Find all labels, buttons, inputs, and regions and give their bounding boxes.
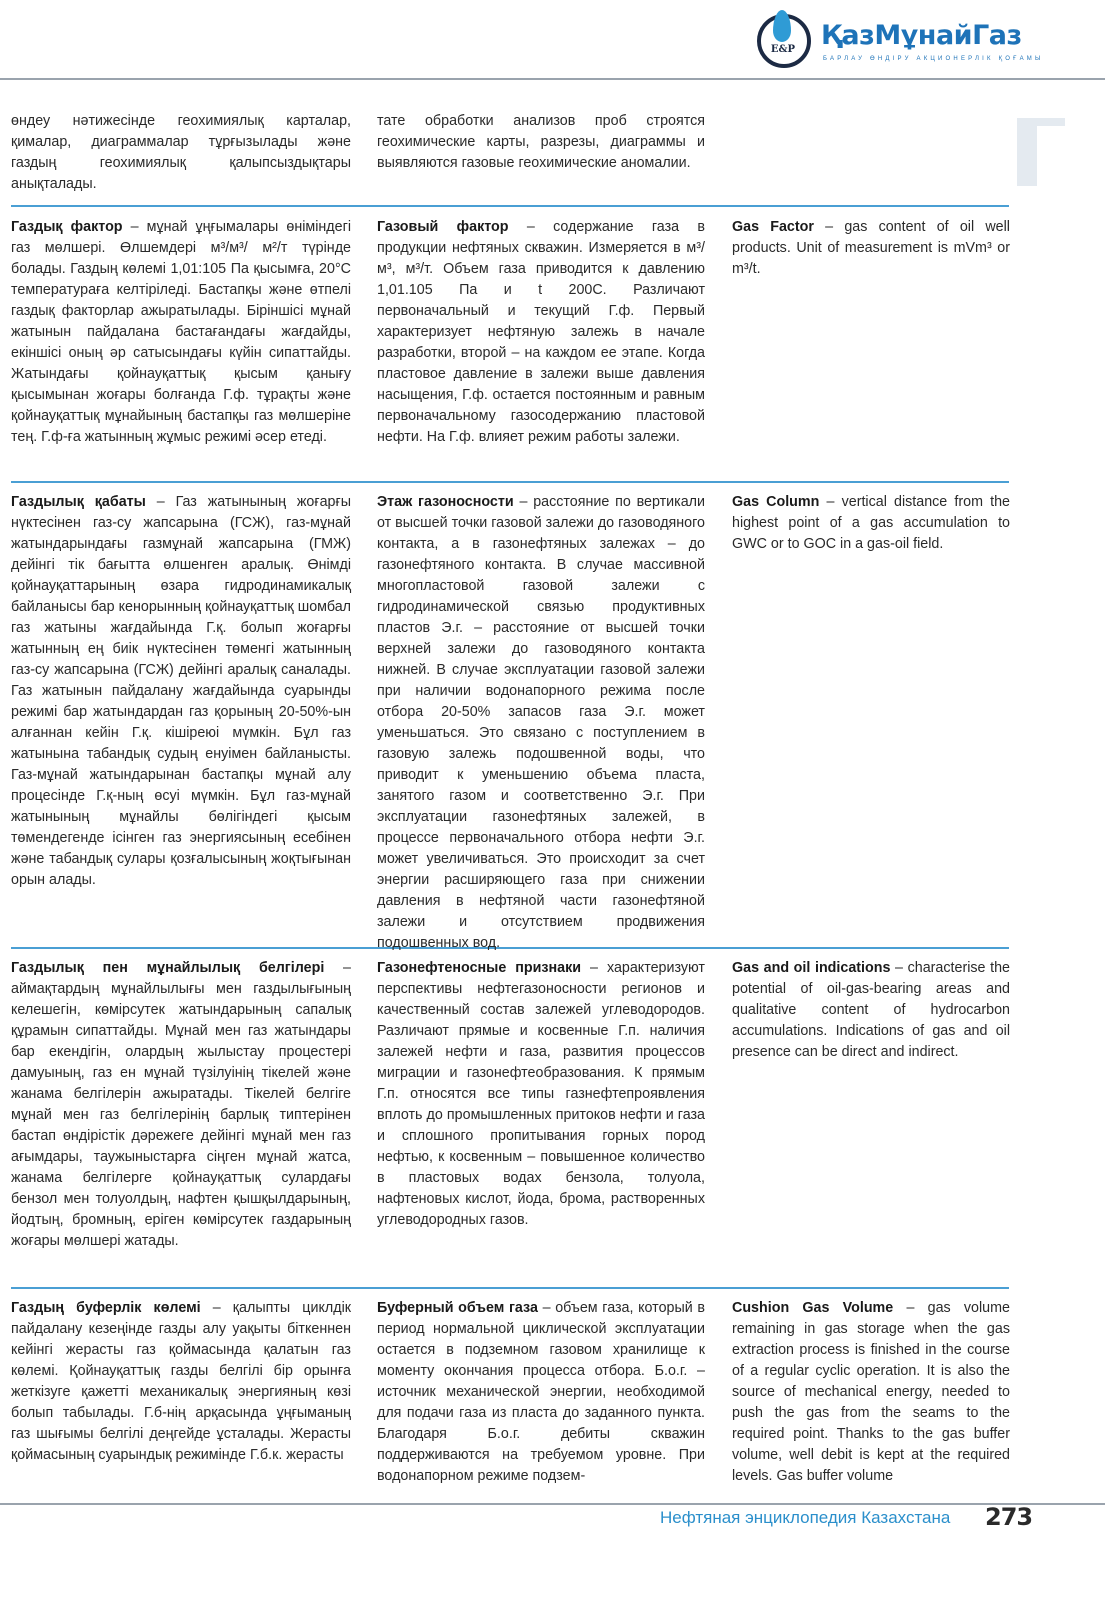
entry-term: Газдылық қабаты xyxy=(11,494,146,510)
intro-ru: тате обработки анализов проб строятся геохимические карты, разрезы, диаграммы и выявляются газовые геохимические аномалии. xyxy=(377,113,705,171)
entry-term: Газдық фактор xyxy=(11,219,123,235)
entry-definition: – Газ жатынының жоғарғы нүктесiнен газ-су жапсарына (ГСЖ), газ-мұнай жатындарындағы газмұнай жапсарына (ГМЖ) дейiнгi тiк бағытта өлшенген аралық. Өнiмдi қойнауқаттарының өзара гидродинамикалық байланысы бар кенорынның қойнауқаттық шомбал газ жатыны жағдайында Г.қ. болып жоғарғы жатынның ең биiк нүктесiнен төменгi жатынның газ-су жапсарына (ГСЖ) дейiнгi аралық саналады. Газ жатынын пайдалану жағдайында суарынды режимi бар жатындардан газ қорының 20-50%-ын алғаннан кейiн Г.қ. кiшiреюi мүмкiн. Бұл газ жатынына табандық судың енуiмен байланысты. Газ-мұнай жатындарынан бастапқы мұнай алу процесiнде Г.қ-ның өсуi мүмкiн. Бұл газ-мұнай жатынының мұнайлы бөлiгiндегi қысым төмендегенде iсiнген газ энергиясының есебiнен және табандық сулары қозғалысының жоқтығынан орын алады. xyxy=(11,494,351,888)
entry-definition: – қалыпты циклдiк пайдалану кезеңiнде газды алу уақыты бiткеннен кейiнгi жерасты газ қоймасында қалатын газ көлемi. Қойнауқаттық газды белгiлi бiр орынға жеткiзуге қажеттi механикалық энергияның көзi болып табылады. Г.б-нiң арқасында ұңғыманың газ шығымы белгiлi деңгейде ұсталады. Жерасты қоймасының суарындық режимiнде Г.б.к. жерасты xyxy=(11,1300,351,1463)
entry-term: Буферный объем газа xyxy=(377,1300,538,1316)
page-number: 273 xyxy=(985,1503,1033,1531)
entry-term: Cushion Gas Volume xyxy=(732,1300,894,1316)
header-divider xyxy=(0,78,1105,80)
entry-ru xyxy=(377,958,705,1231)
logo-badge: E&P xyxy=(770,44,796,55)
entry-term: Gas Column xyxy=(732,494,820,510)
entry-definition: – gas volume remaining in gas storage when the gas extraction process is finished in the course of a regular cyclic operation. It is also the source of mechanical energy, needed to push the gas from the seams to the required point. Thanks to the gas buffer volume, well debit is kept at the required levels. Gas buffer volume xyxy=(732,1300,1010,1484)
entry-term: Газдың буферлiк көлемi xyxy=(11,1300,201,1316)
entry-term: Газовый фактор xyxy=(377,219,509,235)
entry-term: Этаж газоносности xyxy=(377,494,514,510)
entry-kk xyxy=(11,958,351,1252)
entry-definition: – аймақтардың мұнайлылығы мен газдылығының келешегiн, көмiрсутек жатындарының сапалық құрамын сипаттайды. Мұнай мен газ жатындары бар екендiгiн, олардың жылыстау процестерi дамуының, газ ен мұнай түзiлуiнiң тiкелей және жанама белгiлерiн ажыратады. Тiкелей белгiге мұнай мен газ белгiлерiнiң барлық типтерiнен бастап өндiрiстiк дәрежеге дейiнгi мұнай мен газ ағымдары, таужыныстарға сiңген мұнай жатса, жанама белгiлерге қойнауқаттық сулардағы бензол мен толуолдың, нафтен қышқылдарының, йодтың, бромның, ерiген көмiрсутек газдарының жоғары мөлшерi жатады. xyxy=(11,960,351,1249)
entry-definition: – расстояние по вертикали от высшей точки газовой залежи до газоводяного контакта, а в газонефтяных залежах – до газонефтяного контакта. В случае массивной многопластовой газовой залежи с гидродинамической связью продуктивных пластов Э.г. – расстояние от высшей точки верхней залежи до газоводяного контакта нижней. В случае эксплуатации газовой залежи при наличии водонапорного режима после отбора 20-50% запасов газа Э.г. может уменьшаться. Это связано с поступлением в газовую залежь подошвенной воды, что приводит к уменьшению объема пласта, занятого газом и соответственно Э.г. При эксплуатации газонефтяных залежей, в процессе первоначального отбора нефти Э.г. может увеличиваться. Это происходит за счет энергии расширяющего газа при снижении давления в нефтяной части газонефтяной залежи и отсутствием продвижения подошвенных вод. xyxy=(377,494,705,951)
footer-title: Нефтяная энциклопедия Казахстана xyxy=(660,1508,951,1527)
entry-en xyxy=(732,958,1010,1063)
entry-term: Газдылық пен мұнайлылық белгiлерi xyxy=(11,960,325,976)
entry-definition: – gas content of oil well products. Unit of measurement is mVm³ or m³/t. xyxy=(732,219,1010,277)
entry-kk xyxy=(11,1298,351,1466)
entry-term: Gas and oil indications xyxy=(732,960,891,976)
letter-index-tab xyxy=(1017,118,1037,186)
logo-name: ҚазМұнайГаз xyxy=(821,20,1022,51)
entry-term: Газонефтеносные признаки xyxy=(377,960,582,976)
entry-term: Gas Factor xyxy=(732,219,814,235)
entry-en xyxy=(732,217,1010,280)
entry-definition: – характеризуют перспективы нефтегазоносности регионов и качественный состав залежей углеводородов. Различают прямые и косвенные Г.п. наличия залежей нефти и газа, развития процессов миграции и газонефтеобразования. К прямым Г.п. относятся все типы газнефтепроявления вплоть до промышленных притоков нефти и газа и сплошного пропитывания горных пород нефтью, к косвенным – повышенное количество в пластовых водах бензола, толуола, нафтеновых кислот, йода, брома, растворенных углеводородных газов. xyxy=(377,960,705,1228)
entry-definition: – объем газа, который в период нормальной циклической эксплуатации остается в подземном газовом хранилище к моменту окончания процесса отбора. Б.о.г. – источник механической энергии, необходимой для подачи газа из пласта до заданного пункта. Благодаря Б.о.г. дебиты скважин поддерживаются на требуемом уровне. При водонапорном режиме подзем- xyxy=(377,1300,706,1484)
entry-kk xyxy=(11,492,351,891)
entry-definition: – vertical distance from the highest point of a gas accumulation to GWC or to GOC in a gas-oil field. xyxy=(732,494,1010,552)
entry-divider xyxy=(11,481,1009,483)
entry-definition: – содержание газа в продукции нефтяных скважин. Измеряется в м³/м³, м³/т. Объем газа приводится к давлению 1,01.105 Па и t 200С. Различают первоначальный и текущий Г.ф. Первый характеризует нефтяную залежь в начале разработки, второй – на каждом ее этапе. Когда пластовое давление в залежи выше давления насыщения, Г.ф. остается постоянным и равным первоначальному газосодержанию пластовой нефти. На Г.ф. влияет режим работы залежи. xyxy=(377,219,705,445)
company-logo xyxy=(757,14,1097,74)
logo-subtitle: БАРЛАУ ӨНДІРУ АКЦИОНЕРЛІК ҚОҒАМЫ xyxy=(823,56,1044,62)
letter-index-tab-top xyxy=(1017,118,1065,126)
entry-ru xyxy=(377,1298,705,1487)
entry-kk xyxy=(11,217,351,448)
entry-en xyxy=(732,1298,1010,1487)
entry-definition: – characterise the potential of oil-gas-bearing areas and qualitative content of hydrocarbon accumulations. Indications of gas and oil presence can be direct and indirect. xyxy=(732,960,1010,1060)
entry-divider xyxy=(11,1287,1009,1289)
entry-ru xyxy=(377,217,705,448)
entry-definition: – мұнай ұңғымалары өнімiндегi газ мөлшерi. Өлшемдерi м³/м³/ м²/т түрiнде болады. Газдың көлемi 1,01:105 Па қысымға, 20°С температураға келтiрiледi. Бастапқы және өтпелi газдық факторлар ажыратылады. Бiрiншiсi мұнай жатынын пайдалана бастағандағы жағдайды, екiншiсi оның әр сатысындағы күйiн сипаттайды. Жатындағы қойнауқаттық қысым қанығу қысымынан жоғары болғанда Г.ф. тұрақты және қойнауқаттық мұнайының бастапқы газ мөлшерiне тең. Г.ф-ға жатынның жұмыс режимi әсер етедi. xyxy=(11,219,351,445)
intro-kk: өндеу нәтижесінде геохимиялық карталар, қималар, диаграммалар тұрғызылады және газдың геохимиялық қалыпсыздықтары анықталады. xyxy=(11,113,351,192)
entry-ru xyxy=(377,492,705,954)
footer-divider xyxy=(0,1503,1105,1505)
entry-en xyxy=(732,492,1010,555)
entry-divider xyxy=(11,205,1009,207)
